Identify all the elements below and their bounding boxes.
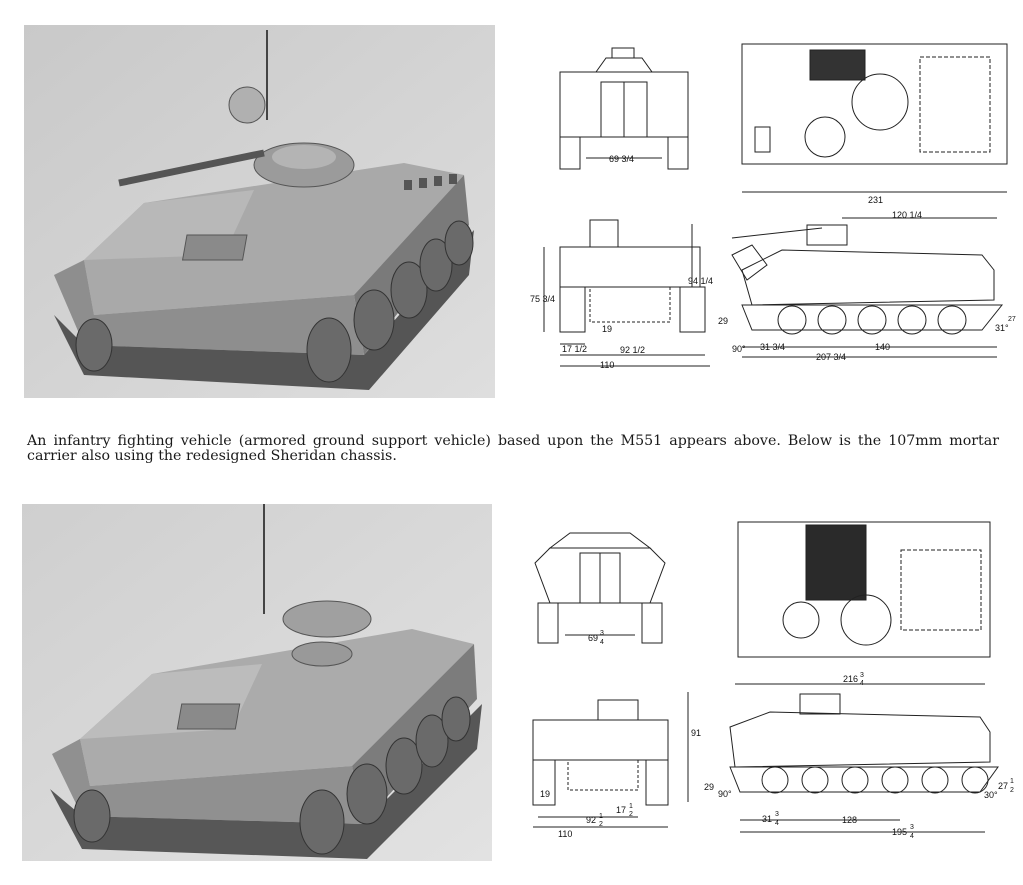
ifv-rear-height-hull: 94 1/4 (688, 276, 714, 286)
mortar-rear-track-num: 1 (629, 803, 633, 810)
mortar-side-rear-den: 2 (1010, 787, 1014, 794)
mortar-rear-tread-whole: 92 (586, 815, 597, 825)
ifv-rear-tread: 92 1/2 (620, 345, 646, 355)
mortar-side-overall-num: 3 (910, 824, 914, 831)
mortar-side-view-drawing (700, 672, 1016, 852)
mortar-carrier-photo (22, 504, 492, 861)
mortar-front-width-den: 4 (600, 639, 604, 646)
ifv-side-rear-angle: 31° (995, 323, 1009, 333)
mortar-side-rear-angle: 30° (984, 790, 998, 800)
mortar-rear-tread-num: 1 (599, 813, 603, 820)
mortar-top-view-drawing (736, 520, 994, 660)
ifv-top-length: 231 (868, 195, 884, 205)
ifv-front-view-drawing (556, 40, 696, 170)
mortar-side-angle: 90° (718, 789, 732, 799)
mortar-front-width-num: 3 (600, 630, 604, 637)
mortar-side-rear-num: 1 (1010, 778, 1014, 785)
mortar-rear-track-den: 2 (629, 811, 633, 818)
ifv-photo (24, 25, 495, 398)
ifv-rear-overall-width: 110 (600, 360, 615, 370)
mortar-side-length-whole: 216 (843, 674, 859, 684)
figure-caption: An infantry fighting vehicle (armored ground support vehicle) based upon the M551 appears above. Below is the 107mm mortar carrier also using the redesigned Sheridan chassis. (27, 433, 999, 464)
ifv-top-view-drawing (740, 42, 1012, 207)
ifv-front-width: 69 3/4 (609, 154, 635, 164)
mortar-rear-tread-den: 2 (599, 821, 603, 828)
mortar-side-overhang-den: 4 (775, 820, 779, 827)
mortar-side-overhang-whole: 31 (762, 814, 773, 824)
ifv-side-hull-height: 29 (718, 316, 729, 326)
ifv-rear-track-width: 17 1/2 (562, 344, 588, 354)
ifv-side-angle: 90° (732, 344, 746, 354)
mortar-front-width-whole: 69 (588, 633, 599, 643)
ifv-rear-height-total: 75 3/4 (530, 294, 556, 304)
mortar-side-hull-height: 29 (704, 782, 715, 792)
ifv-side-overall-length: 207 3/4 (816, 352, 847, 362)
mortar-rear-track-whole: 17 (616, 805, 627, 815)
mortar-rear-overall-width: 110 (558, 829, 573, 839)
mortar-rear-view-drawing (528, 692, 708, 847)
mortar-side-length-num: 3 (860, 672, 864, 679)
mortar-side-rear-whole: 27 (998, 781, 1009, 791)
ifv-side-front-overhang: 31 3/4 (760, 342, 786, 352)
ifv-rear-ground-clearance: 19 (602, 324, 613, 334)
mortar-side-length-den: 4 (860, 680, 864, 687)
mortar-side-overhang-num: 3 (775, 811, 779, 818)
ifv-side-view-drawing (712, 210, 1017, 372)
mortar-rear-ground-clearance: 19 (540, 789, 551, 799)
mortar-side-overall-whole: 195 (892, 827, 908, 837)
mortar-rear-height: 91 (691, 728, 702, 738)
ifv-side-rear-height: 27 (1008, 316, 1016, 323)
mortar-side-overall-den: 4 (910, 833, 914, 840)
ifv-side-wheelbase: 140 (875, 342, 891, 352)
ifv-rear-view-drawing (530, 212, 720, 372)
ifv-side-turret-offset: 120 1/4 (892, 210, 923, 220)
mortar-side-wheelbase: 128 (842, 815, 858, 825)
mortar-front-view-drawing (530, 523, 670, 653)
